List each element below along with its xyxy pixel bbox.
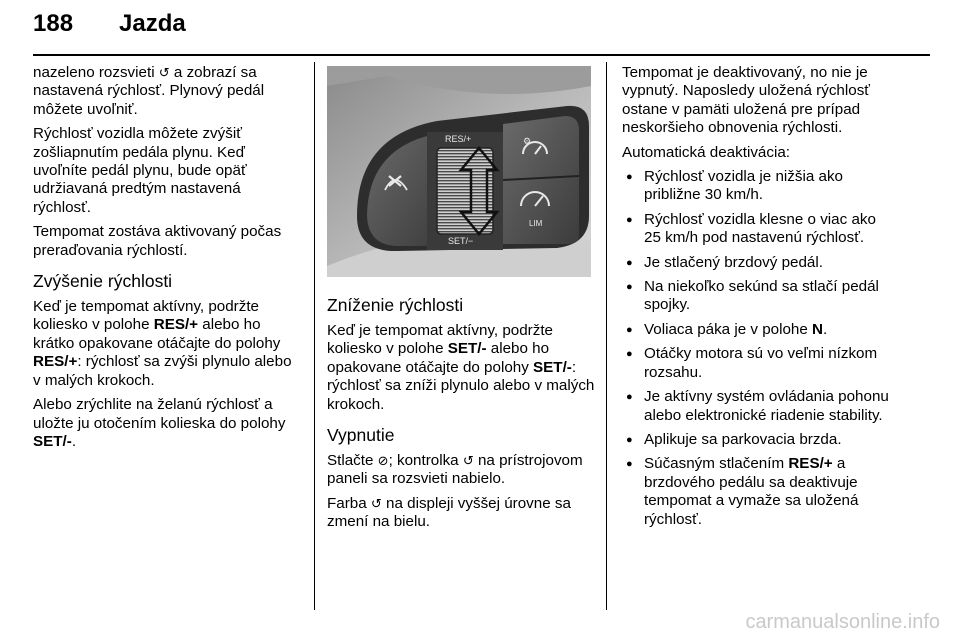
cruise-indicator-icon: ↺ bbox=[158, 65, 170, 80]
heading-switch-off: Vypnutie bbox=[327, 425, 395, 446]
header-rule bbox=[33, 54, 930, 56]
lim-label: LIM bbox=[529, 219, 543, 228]
paragraph-resume: nazeleno rozsvieti ↺ a zobrazí sa nastavená rýchlosť. Plynový pedál môžete uvoľniť. bbox=[33, 64, 265, 118]
section-title: Jazda bbox=[119, 10, 186, 37]
list-item: ● Je aktívny systém ovládania pohonu alebo elektronické riadenie stability. bbox=[622, 388, 890, 425]
list-item: ● Rýchlosť vozidla je nižšia ako približne 30 km/h. bbox=[622, 168, 890, 205]
thumbwheel bbox=[437, 148, 493, 234]
list-item: ● Rýchlosť vozidla klesne o viac ako 25 km/h pod nastavenú rýchlosť. bbox=[622, 211, 890, 248]
list-item: ● Je stlačený brzdový pedál. bbox=[622, 254, 890, 272]
paragraph-accelerate: Rýchlosť vozidla môžete zvýšiť zošliapnutím pedála plynu. Keď uvoľníte pedál plynu, bude opäť udržiavaná predtým nastavená rýchlosť. bbox=[33, 125, 247, 216]
res-label: RES/+ bbox=[445, 134, 472, 144]
right-column bbox=[622, 64, 890, 535]
paragraph-decrease: Keď je tempomat aktívny, podržte koliesko v polohe SET/- alebo ho opakovane otáčajte do polohy SET/-: rýchlosť sa zníži plynulo alebo v malých krokoch. bbox=[327, 322, 595, 413]
deactivation-list bbox=[622, 168, 890, 529]
paragraph-store-speed: Alebo zrýchlite na želanú rýchlosť a uložte ju otočením kolieska do polohy SET/-. bbox=[33, 396, 286, 450]
svg-text:⚙: ⚙ bbox=[523, 136, 532, 146]
set-label: SET/− bbox=[448, 236, 474, 246]
list-item: ● Súčasným stlačením RES/+ a brzdového pedálu sa deaktivuje tempomat a vymaže sa uložená rýchlosť. bbox=[622, 455, 890, 529]
watermark: carmanualsonline.info bbox=[745, 611, 940, 633]
list-item: ● Otáčky motora sú vo veľmi nízkom rozsahu. bbox=[622, 345, 890, 382]
list-item: ● Voliaca páka je v polohe N. bbox=[622, 321, 890, 339]
cruise-indicator-icon: ↺ bbox=[370, 495, 382, 511]
list-item: ● Na niekoľko sekúnd sa stlačí pedál spojky. bbox=[622, 278, 890, 315]
column-divider-right bbox=[606, 62, 607, 610]
list-item: ● Aplikuje sa parkovacia brzda. bbox=[622, 431, 890, 449]
paragraph-gearshift: Tempomat zostáva aktivovaný počas preraďovania rýchlostí. bbox=[33, 223, 282, 259]
cancel-icon: ⊘ bbox=[377, 453, 389, 469]
page-number: 188 bbox=[33, 10, 74, 37]
left-column bbox=[33, 64, 301, 457]
paragraph-switch-off: Stlačte ⊘; kontrolka ↺ na prístrojovom paneli sa rozsvieti nabielo. bbox=[327, 452, 583, 488]
cruise-indicator-icon: ↺ bbox=[462, 453, 474, 469]
paragraph-increase: Keď je tempomat aktívny, podržte koliesko v polohe RES/+ alebo ho krátko opakovane otáčajte do polohy RES/+: rýchlosť sa zvýši plynulo alebo v malých krokoch. bbox=[33, 298, 292, 389]
paragraph-auto-deactivation: Automatická deaktivácia: bbox=[622, 143, 790, 161]
paragraph-display-color: Farba ↺ na displeji vyššej úrovne sa zmení na bielu. bbox=[327, 494, 571, 531]
column-divider-left bbox=[314, 62, 315, 610]
paragraph-deactivated: Tempomat je deaktivovaný, no nie je vypnutý. Naposledy uložená rýchlosť ostane v pamäti uložená pre prípad neskoršieho obnovenia rýchlosti. bbox=[622, 64, 870, 137]
heading-increase-speed: Zvýšenie rýchlosti bbox=[33, 271, 173, 292]
steering-wheel-controls-illustration bbox=[327, 66, 591, 277]
page-header bbox=[33, 6, 186, 42]
middle-column bbox=[327, 294, 595, 538]
heading-decrease-speed: Zníženie rýchlosti bbox=[327, 295, 464, 315]
